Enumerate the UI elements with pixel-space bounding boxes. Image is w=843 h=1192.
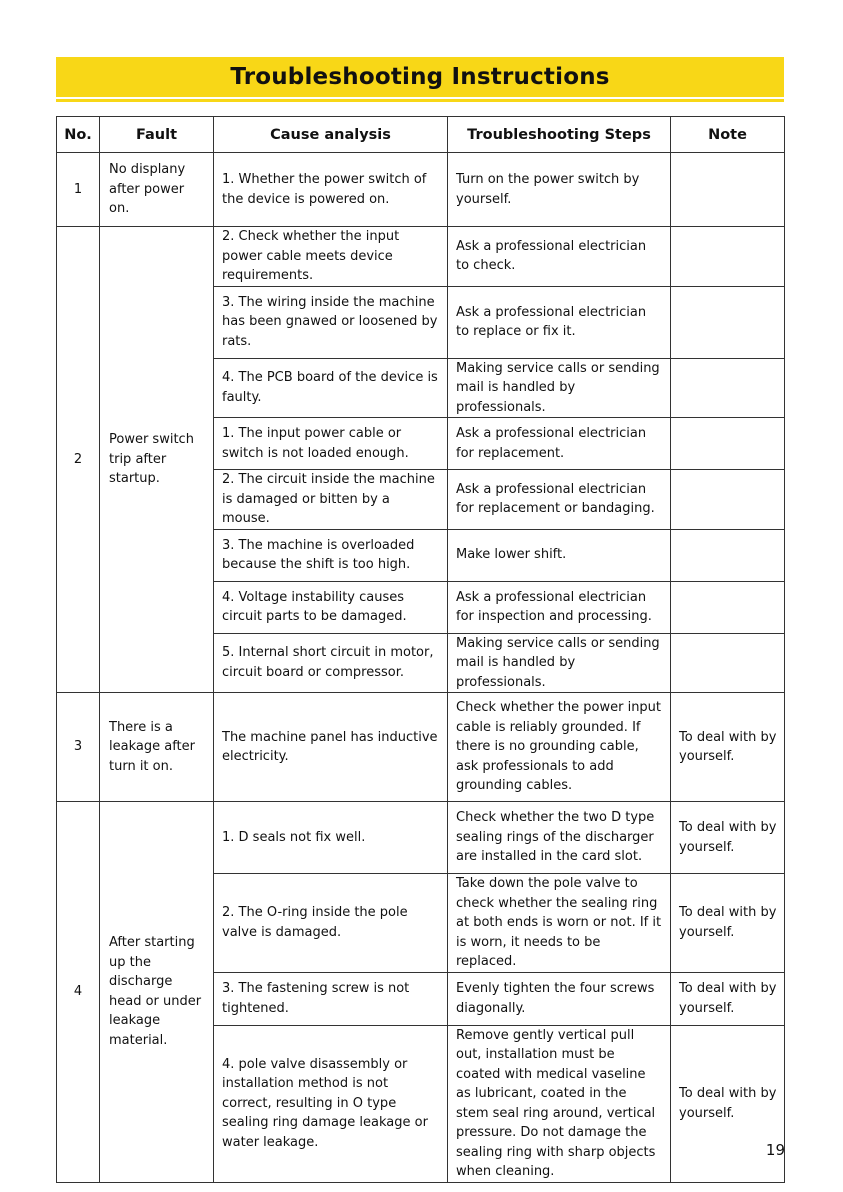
steps-cell: Ask a professional electrician to check. (448, 227, 671, 287)
steps-cell: Evenly tighten the four screws diagonally. (448, 972, 671, 1025)
table-row (57, 802, 785, 874)
cause-cell: 2. The circuit inside the machine is damaged or bitten by a mouse. (214, 470, 448, 530)
header-row (57, 117, 785, 153)
page-title: Troubleshooting Instructions (230, 64, 610, 90)
steps-cell: Check whether the power input cable is reliably grounded. If there is no grounding cable, ask professionals to add grounding cables. (448, 693, 671, 802)
cause-cell: 4. The PCB board of the device is faulty. (214, 358, 448, 418)
steps-cell: Remove gently vertical pull out, installation must be coated with medical vaseline as lubricant, coated in the stem seal ring around, vertical pressure. Do not damage the sealing ring with sharp objects when cleaning. (448, 1025, 671, 1182)
title-underline (56, 99, 784, 102)
fault-description: After starting up the discharge head or under leakage material. (100, 802, 214, 1183)
cause-cell: 3. The fastening screw is not tightened. (214, 972, 448, 1025)
steps-cell: Ask a professional electrician for inspection and processing. (448, 581, 671, 633)
note-cell: To deal with by yourself. (671, 693, 785, 802)
cause-cell: 3. The wiring inside the machine has been gnawed or loosened by rats. (214, 286, 448, 358)
cause-cell: The machine panel has inductive electricity. (214, 693, 448, 802)
title-banner (56, 57, 784, 97)
fault-number: 2 (57, 227, 100, 693)
note-cell (671, 633, 785, 693)
fault-number: 4 (57, 802, 100, 1183)
note-cell (671, 153, 785, 227)
note-cell: To deal with by yourself. (671, 972, 785, 1025)
steps-cell: Making service calls or sending mail is handled by professionals. (448, 633, 671, 693)
note-cell: To deal with by yourself. (671, 874, 785, 973)
header-fault: Fault (100, 117, 214, 153)
troubleshooting-table (56, 116, 785, 1183)
note-cell (671, 470, 785, 530)
fault-description: There is a leakage after turn it on. (100, 693, 214, 802)
note-cell (671, 227, 785, 287)
header-note: Note (671, 117, 785, 153)
cause-cell: 2. Check whether the input power cable meets device requirements. (214, 227, 448, 287)
steps-cell: Check whether the two D type sealing rings of the discharger are installed in the card slot. (448, 802, 671, 874)
note-cell (671, 418, 785, 470)
header-steps: Troubleshooting Steps (448, 117, 671, 153)
note-cell (671, 529, 785, 581)
fault-description: Power switch trip after startup. (100, 227, 214, 693)
cause-cell: 5. Internal short circuit in motor, circuit board or compressor. (214, 633, 448, 693)
steps-cell: Ask a professional electrician for replacement or bandaging. (448, 470, 671, 530)
fault-number: 3 (57, 693, 100, 802)
steps-cell: Turn on the power switch by yourself. (448, 153, 671, 227)
note-cell (671, 358, 785, 418)
cause-cell: 1. The input power cable or switch is not loaded enough. (214, 418, 448, 470)
cause-cell: 2. The O-ring inside the pole valve is damaged. (214, 874, 448, 973)
table-row (57, 693, 785, 802)
steps-cell: Making service calls or sending mail is handled by professionals. (448, 358, 671, 418)
note-cell: To deal with by yourself. (671, 802, 785, 874)
table-row (57, 227, 785, 287)
cause-cell: 1. Whether the power switch of the device is powered on. (214, 153, 448, 227)
steps-cell: Take down the pole valve to check whether the sealing ring at both ends is worn or not. If it is worn, it needs to be replaced. (448, 874, 671, 973)
note-cell: To deal with by yourself. (671, 1025, 785, 1182)
fault-description: No displany after power on. (100, 153, 214, 227)
header-no: No. (57, 117, 100, 153)
steps-cell: Make lower shift. (448, 529, 671, 581)
table-row (57, 153, 785, 227)
cause-cell: 4. Voltage instability causes circuit parts to be damaged. (214, 581, 448, 633)
note-cell (671, 286, 785, 358)
fault-number: 1 (57, 153, 100, 227)
steps-cell: Ask a professional electrician for replacement. (448, 418, 671, 470)
cause-cell: 1. D seals not fix well. (214, 802, 448, 874)
steps-cell: Ask a professional electrician to replace or fix it. (448, 286, 671, 358)
header-cause: Cause analysis (214, 117, 448, 153)
note-cell (671, 581, 785, 633)
cause-cell: 3. The machine is overloaded because the shift is too high. (214, 529, 448, 581)
page-number: 19 (765, 1141, 785, 1159)
cause-cell: 4. pole valve disassembly or installation method is not correct, resulting in O type sealing ring damage leakage or water leakage. (214, 1025, 448, 1182)
